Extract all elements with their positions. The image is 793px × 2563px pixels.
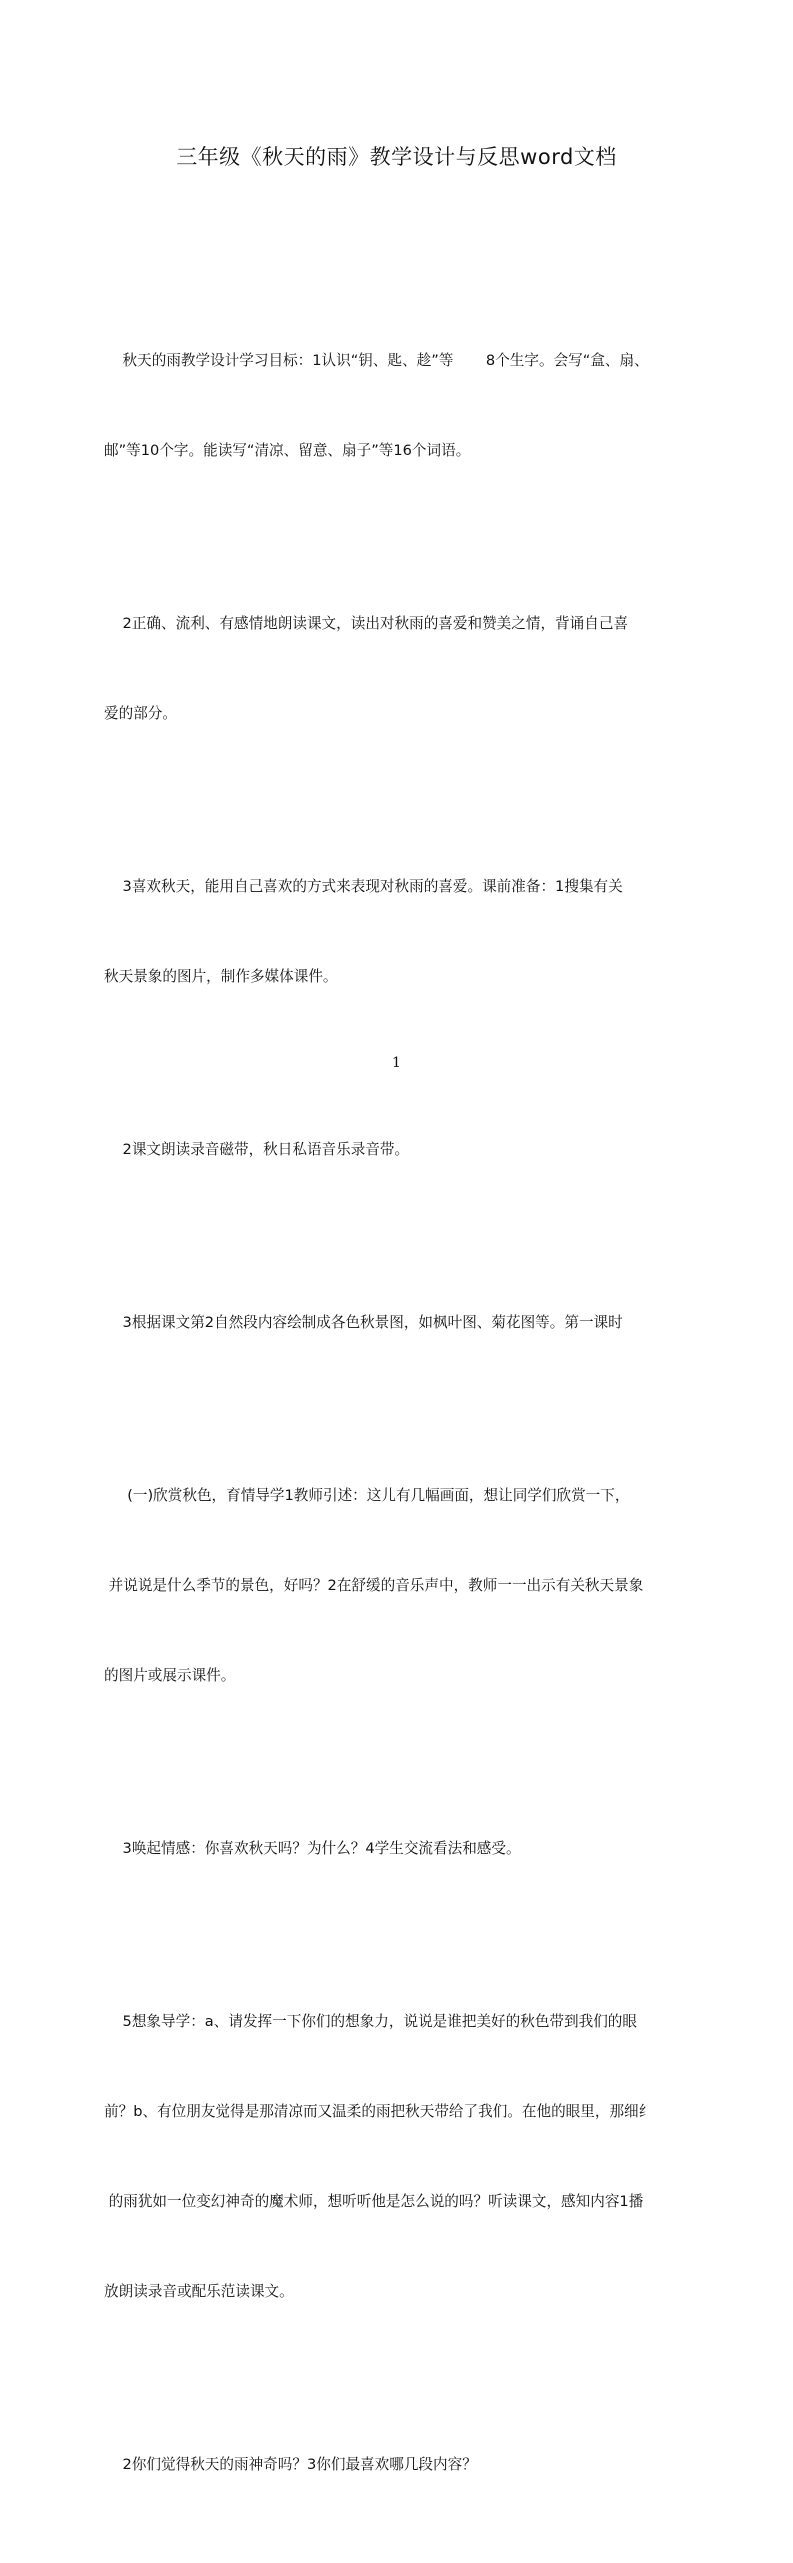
text-line: 2你们觉得秋天的雨神奇吗？3你们最喜欢哪几段内容？ [104,2456,477,2473]
paragraph [104,812,704,1052]
text-line: 3唤起情感：你喜欢秋天吗？为什么？4学生交流看法和感受。 [104,1840,521,1857]
paragraph [104,2390,704,2540]
text-line: (一)欣赏秋色，育情导学1教师引述：这儿有几幅画面，想让同学们欣赏一下， [104,1487,630,1504]
text-line: 放朗读录音或配乐范读课文。 [104,2283,294,2300]
text-line: 并说说是什么季节的景色，好吗？2在舒缓的音乐声中，教师一一出示有关秋天景象 [104,1577,644,1594]
text-line: 2正确、流利、有感情地朗读课文，读出对秋雨的喜爱和赞美之情，背诵自己喜 [104,615,629,632]
text-line: 邮”等10个字。能读写“清凉、留意、扇子”等16个词语。 [104,442,471,459]
paragraph [104,549,704,789]
text-line: 5想象导学：a、请发挥一下你们的想象力，说说是谁把美好的秋色带到我们的眼 [104,2013,637,2030]
text-line: 秋天景象的图片，制作多媒体课件。 [104,968,338,985]
text-line: 爱的部分。 [104,705,177,722]
paragraph [104,1248,704,1398]
text-line: 2课文朗读录音磁带，秋日私语音乐录音带。 [104,1141,410,1158]
paragraph [104,1947,704,2367]
paragraph [104,286,704,526]
text-line: 3根据课文第2自然段内容绘制成各色秋景图，如枫叶图、菊花图等。第一课时 [104,1314,623,1331]
page-number: 1 [392,1055,401,1071]
text-line: 秋天的雨教学设计学习目标：1认识“钥、匙、趁”等 8个生字。会写“盒、扇、 [104,352,649,369]
document-body [104,286,704,2563]
text-line: 的雨犹如一位变幻神奇的魔术师，想听听他是怎么说的吗？听读课文，感知内容1播 [104,2193,644,2210]
text-line: 3喜欢秋天，能用自己喜欢的方式来表现对秋雨的喜爱。课前准备：1搜集有关 [104,878,623,895]
paragraph [104,1421,704,1751]
document-title: 三年级《秋天的雨》教学设计与反思word文档 [176,145,617,169]
paragraph [104,1774,704,1924]
text-line: 的图片或展示课件。 [104,1667,236,1684]
text-line: 前？b、有位朋友觉得是那清凉而又温柔的雨把秋天带给了我们。在他的眼里，那细纟 [104,2103,654,2120]
paragraph [104,1075,704,1225]
